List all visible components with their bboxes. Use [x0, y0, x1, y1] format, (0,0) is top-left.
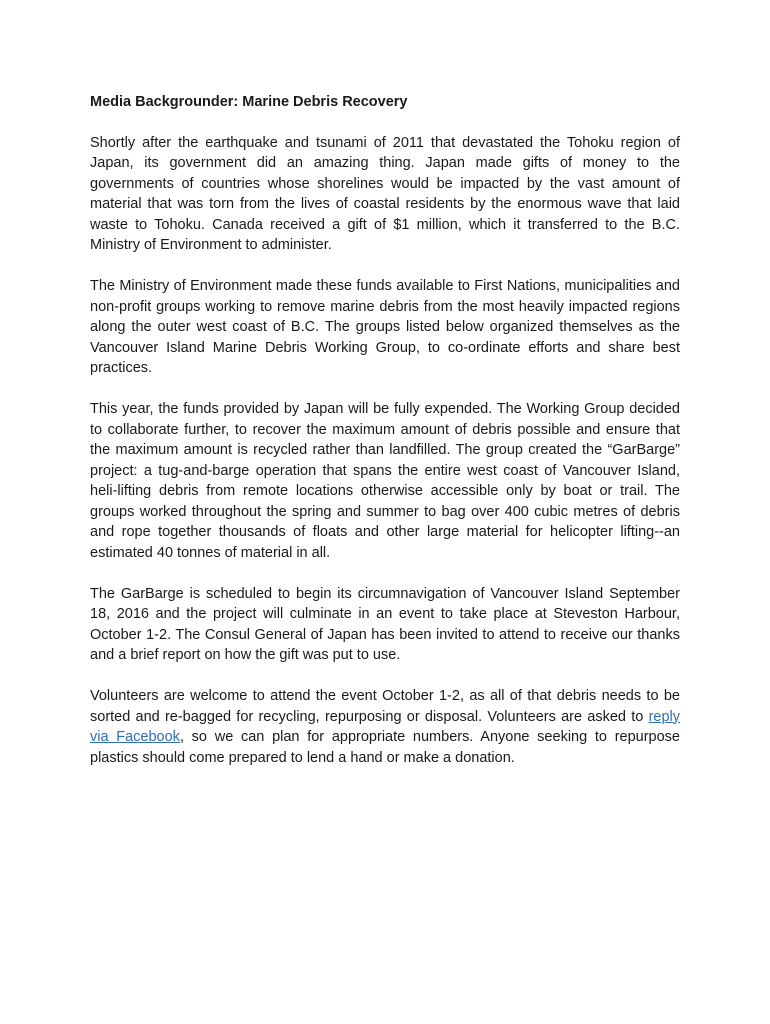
- paragraph-1: Shortly after the earthquake and tsunami of 2011 that devastated the Tohoku region of Japan, its government did an amazing thing. Japan made gifts of money to the governments of countries whose shorelines would be impacted by the vast amount of material that was torn from the lives of coastal residents by the enormous wave that laid waste to Tohoku. Canada received a gift of $1 million, which it transferred to the B.C. Ministry of Environment to administer.: [90, 134, 680, 253]
- paragraph-3: This year, the funds provided by Japan will be fully expended. The Working Group decided to collaborate further, to recover the maximum amount of debris possible and ensure that the maximum amount is recycled rather than landfilled. The group created the “GarBarge” project: a tug-and-barge operation that spans the entire west coast of Vancouver Island, heli-lifting debris from remote locations otherwise accessible only by boat or trail. The groups worked throughout the spring and summer to bag over 400 cubic metres of debris and rope together thousands of floats and other large material for helicopter lifting--an estimated 40 tonnes of material in all.: [90, 401, 680, 561]
- document-body: [90, 92, 680, 789]
- paragraph-2: The Ministry of Environment made these funds available to First Nations, municipalities and non-profit groups working to remove marine debris from the most heavily impacted regions along the outer west coast of B.C. The groups listed below organized themselves as the Vancouver Island Marine Debris Working Group, to co-ordinate efforts and share best practices.: [90, 278, 680, 376]
- paragraph-5-text-before-link: Volunteers are welcome to attend the event October 1-2, as all of that debris needs to be sorted and re-bagged for recycling, repurposing or disposal. Volunteers are asked to: [90, 688, 680, 725]
- document-title: Media Backgrounder: Marine Debris Recovery: [90, 94, 408, 110]
- paragraph-5-text-after-link: , so we can plan for appropriate numbers. Anyone seeking to repurpose plastics should come prepared to lend a hand or make a donation.: [90, 729, 680, 766]
- facebook-reply-link[interactable]: reply via Facebook: [90, 708, 680, 745]
- paragraph-4: The GarBarge is scheduled to begin its circumnavigation of Vancouver Island September 18, 2016 and the project will culminate in an event to take place at Steveston Harbour, October 1-2. The Consul General of Japan has been invited to attend to receive our thanks and a brief report on how the gift was put to use.: [90, 585, 680, 663]
- paragraph-5: [90, 686, 680, 768]
